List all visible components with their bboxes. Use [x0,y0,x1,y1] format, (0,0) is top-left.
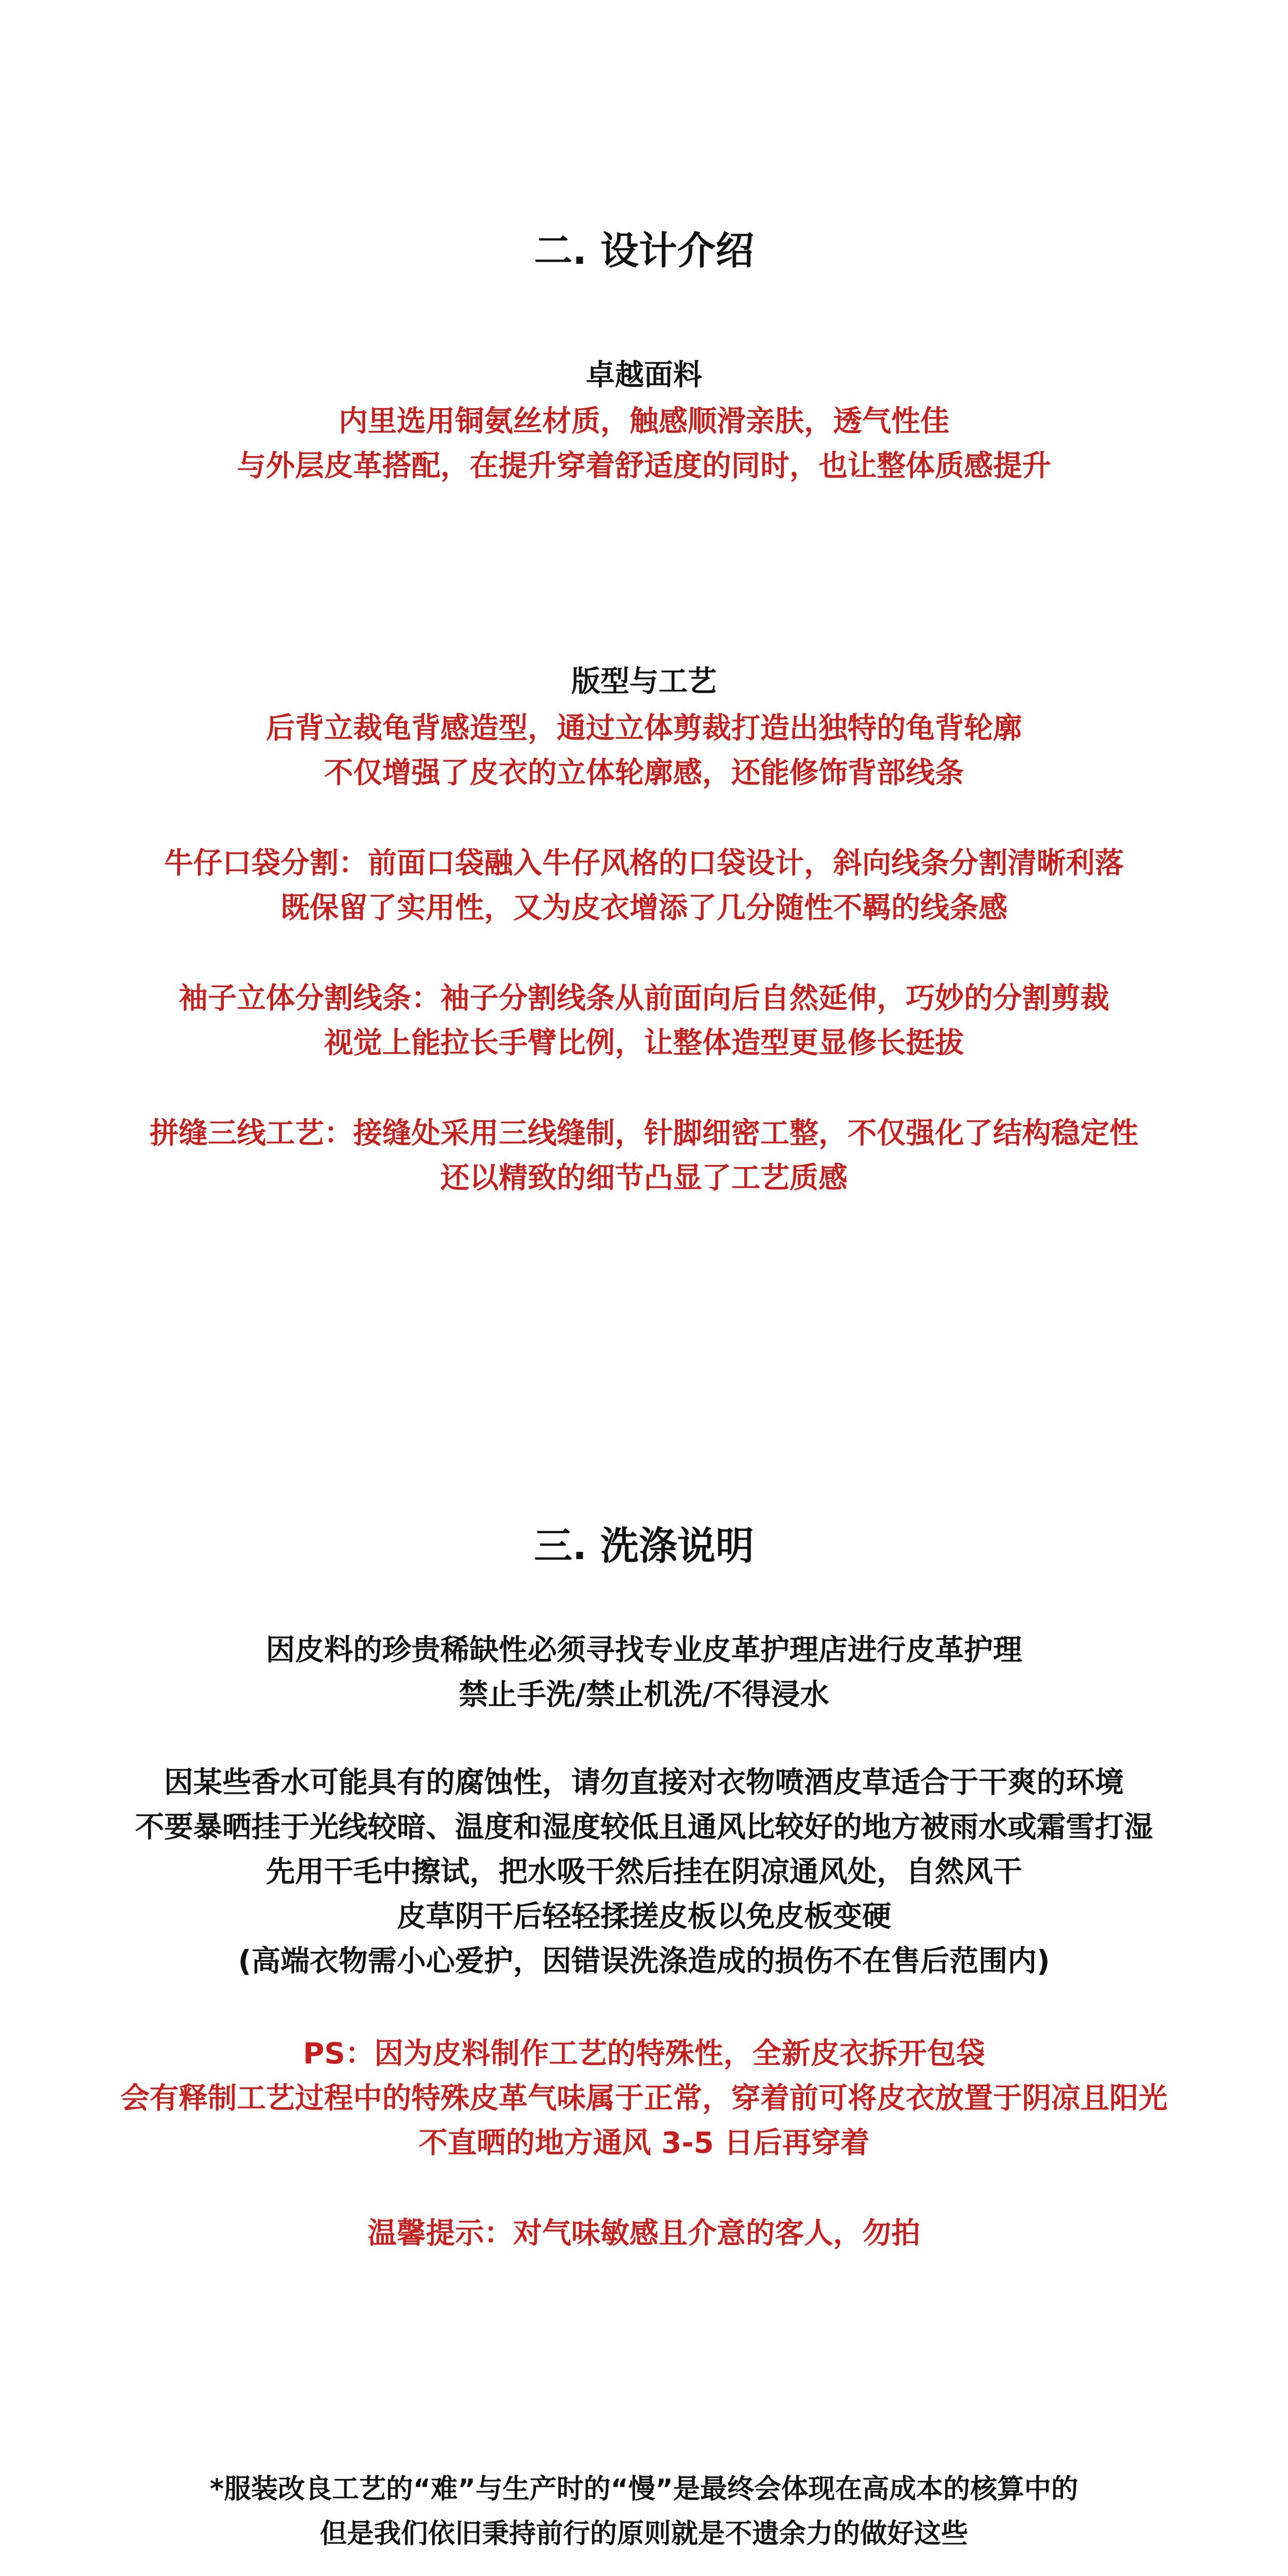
footer-line: 但是我们依旧秉持前行的原则就是不遗余力的做好这些 [319,2518,968,2550]
ps-line: 不直晒的地方通风 3-5 日后再穿着 [418,2126,870,2160]
fabric-description [0,399,1288,489]
craft-item-pocket [0,841,1288,931]
fabric-line: 内里选用铜氨丝材质，触感顺滑亲肤，透气性佳 [339,405,949,438]
care-instructions [0,1761,1288,1984]
craft-line: 牛仔口袋分割：前面口袋融入牛仔风格的口袋设计，斜向线条分割清晰利落 [164,847,1124,880]
craft-heading: 版型与工艺 [571,665,717,699]
section-title-washing: 三. 洗涤说明 [534,1524,754,1568]
craft-line: 还以精致的细节凸显了工艺质感 [440,1161,848,1195]
care-line: 不要暴晒挂于光线较暗、温度和湿度较低且通风比较好的地方被雨水或霜雪打湿 [135,1810,1153,1844]
footer-line: *服装改良工艺的“难”与生产时的“慢”是最终会体现在高成本的核算中的 [210,2474,1078,2505]
craft-item-sleeve [0,976,1288,1066]
craft-line: 视觉上能拉长手臂比例，让整体造型更显修长挺拔 [324,1026,964,1060]
care-line: 皮草阴干后轻轻揉搓皮板以免皮板变硬 [397,1900,891,1934]
care-line: 因某些香水可能具有的腐蚀性，请勿直接对衣物喷酒皮草适合于干爽的环境 [164,1766,1124,1800]
care-line: 因皮料的珍贵稀缺性必须寻找专业皮革护理店进行皮革护理 [266,1633,1022,1667]
fabric-line: 与外层皮革搭配，在提升穿着舒适度的同时，也让整体质感提升 [237,449,1051,483]
ps-note [0,2032,1288,2166]
craft-line: 拼缝三线工艺：接缝处采用三线缝制，针脚细密工整，不仅强化了结构稳定性 [150,1117,1138,1150]
care-line: (高端衣物需小心爱护，因错误洗涤造成的损伤不在售后范围内) [238,1944,1050,1978]
craft-line: 不仅增强了皮衣的立体轮廓感，还能修饰背部线条 [324,756,964,790]
craft-line: 既保留了实用性，又为皮衣增添了几分随性不羁的线条感 [280,891,1008,925]
care-line: 禁止手洗/禁止机洗/不得浸水 [459,1678,829,1712]
craft-line: 后背立裁龟背感造型，通过立体剪裁打造出独特的龟背轮廓 [266,712,1022,745]
craft-line: 袖子立体分割线条：袖子分割线条从前面向后自然延伸，巧妙的分割剪裁 [179,982,1109,1015]
craft-item-seam [0,1111,1288,1201]
warm-tip-line: 温馨提示：对气味敏感且介意的客人，勿拍 [368,2217,920,2250]
craft-item-back [0,706,1288,796]
warm-tip [0,2211,1288,2256]
ps-line: 会有释制工艺过程中的特殊皮革气味属于正常，穿着前可将皮衣放置于阴凉且阳光 [120,2082,1168,2115]
care-professional [0,1628,1288,1718]
ps-line: PS：因为皮料制作工艺的特殊性，全新皮衣拆开包袋 [303,2037,985,2071]
care-line: 先用干毛中擦试，把水吸干然后挂在阴凉通风处，自然风干 [266,1855,1022,1889]
section-title-design: 二. 设计介绍 [534,229,754,273]
fabric-heading: 卓越面料 [586,358,702,392]
footer-note [0,2467,1288,2556]
